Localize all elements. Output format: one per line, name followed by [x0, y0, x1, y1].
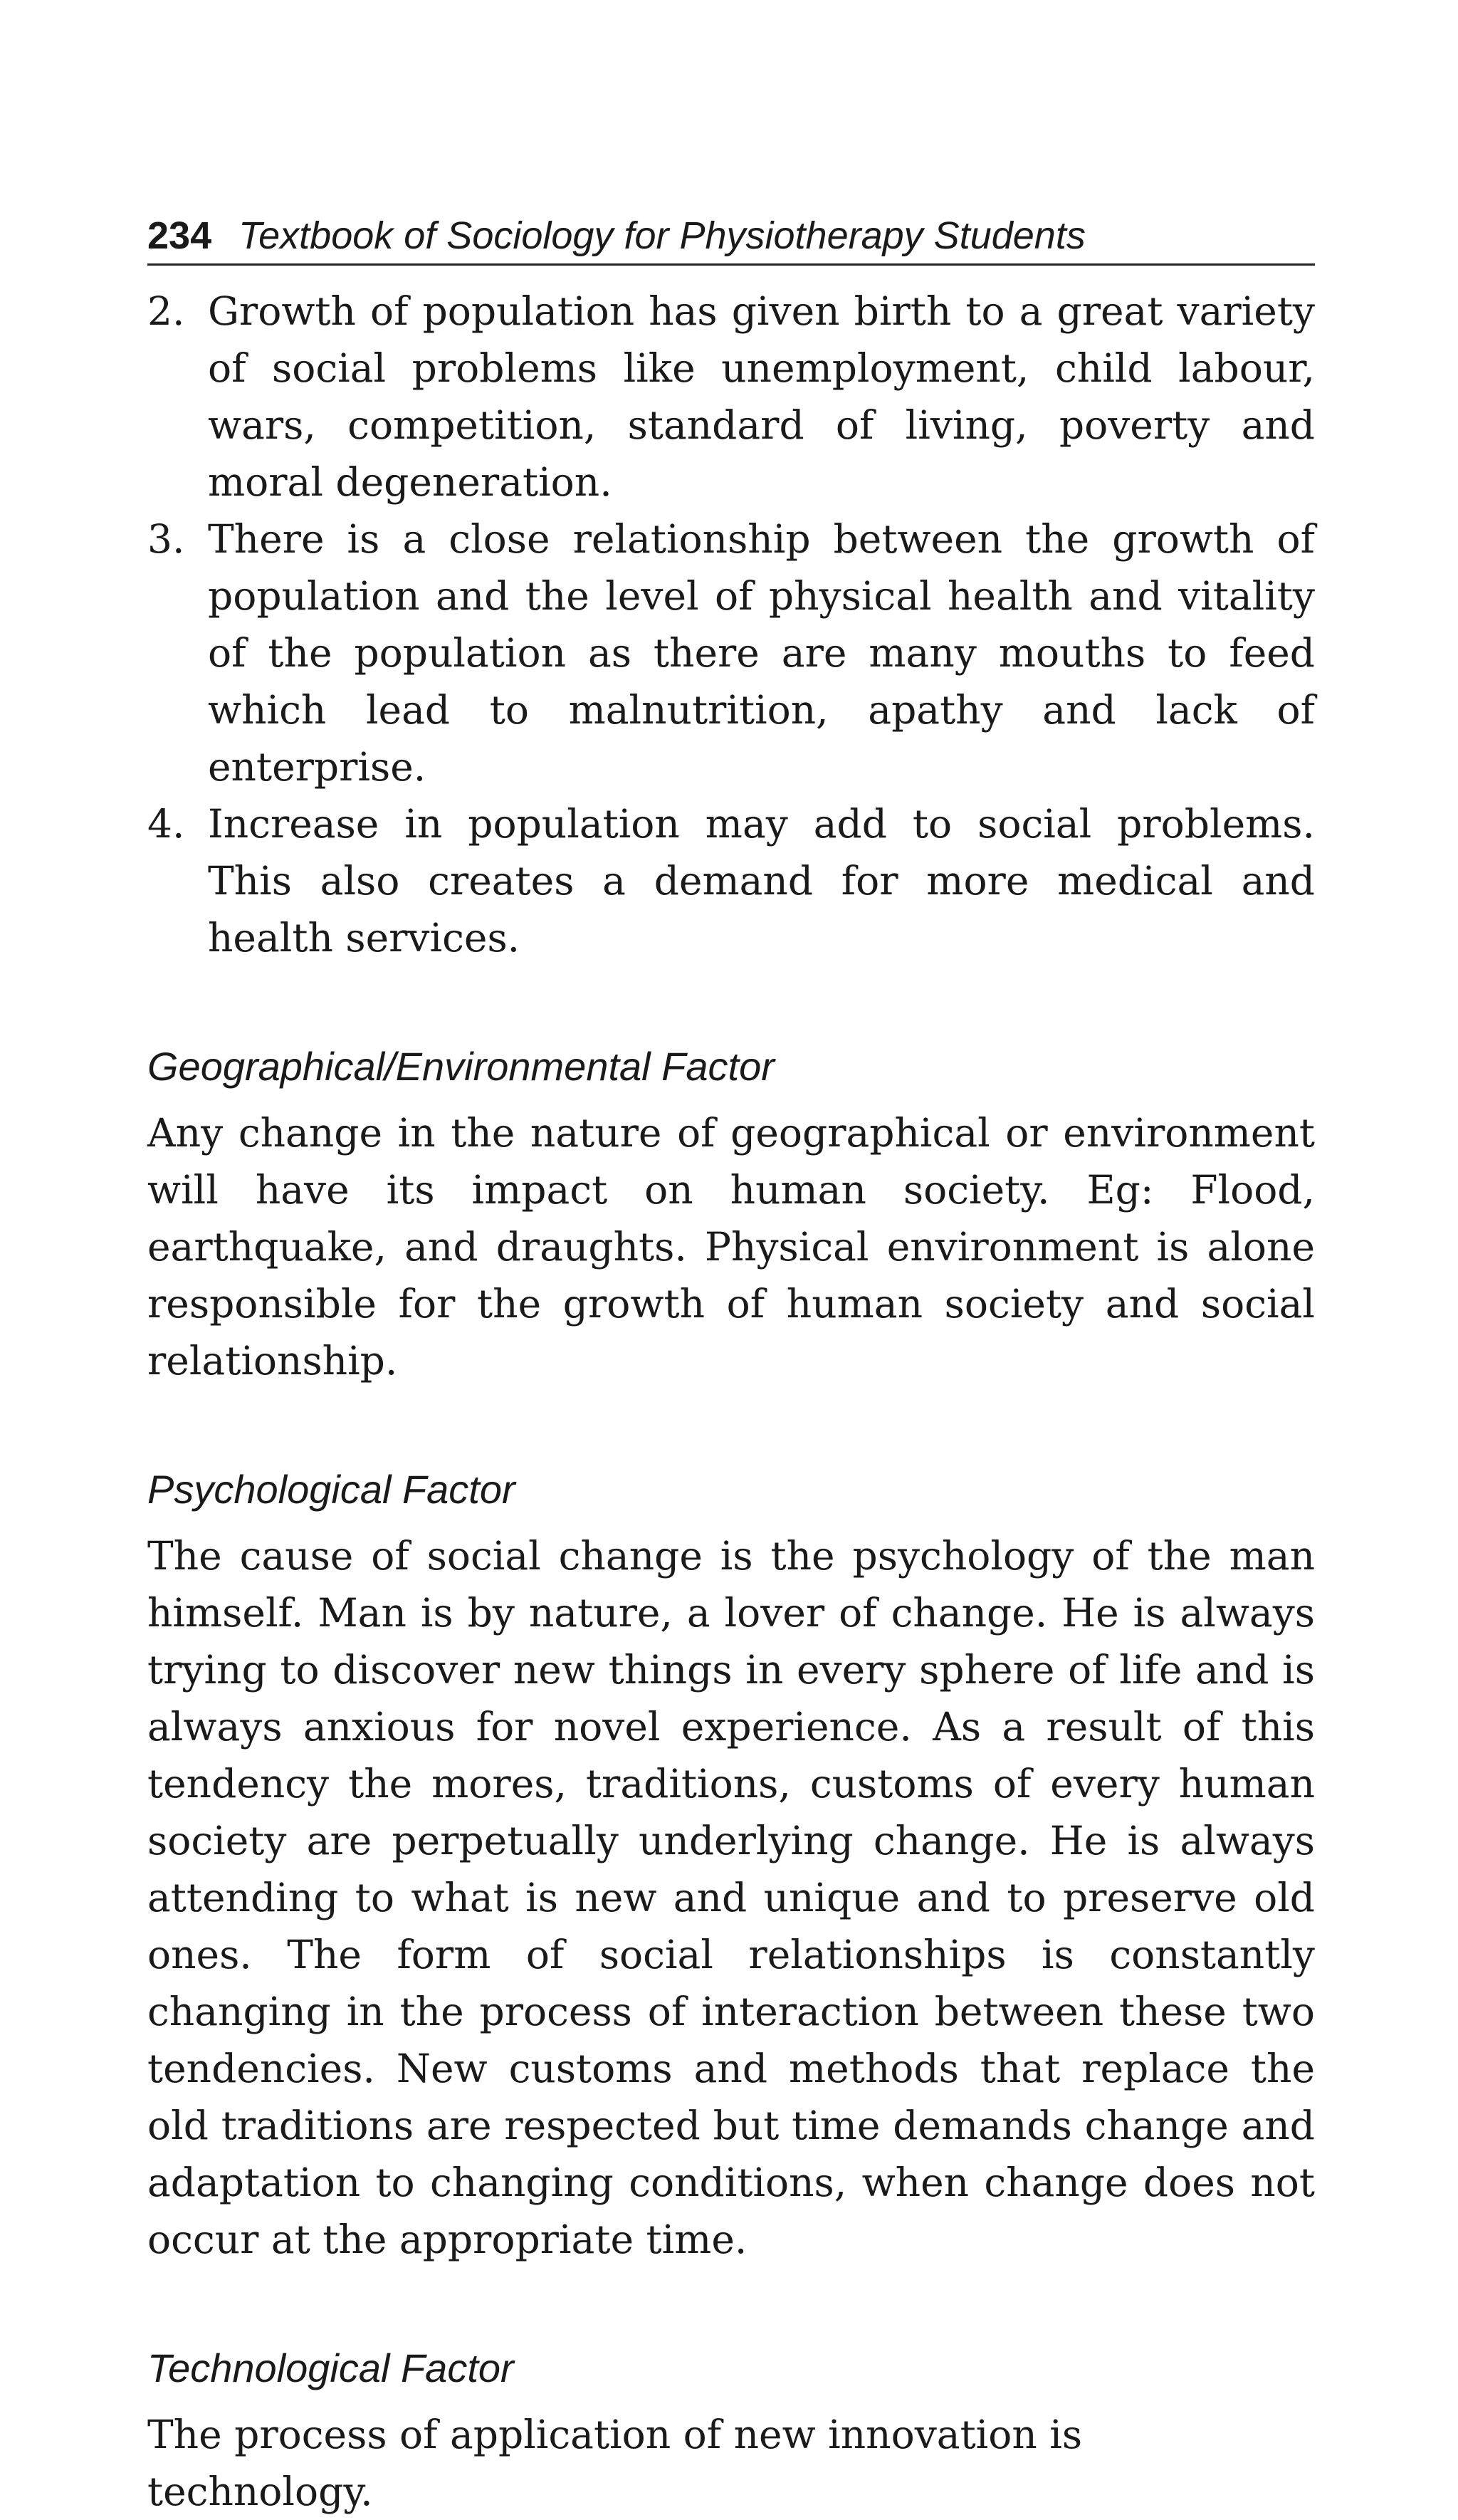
- section-paragraph: The cause of social change is the psychology of the man himself. Man is by nature, a lover of change. He is always trying to discover new things in every sphere of life and is always anxious for novel experience. As a result of this tendency the mores, traditions, customs of every human society are perpetually underlying change. He is always attending to what is new and unique and to preserve old ones. The form of social relationships is constantly changing in the process of interaction between these two tendencies. New customs and methods that replace the old traditions are respected but time demands change and adaptation to changing conditions, when change does not occur at the appropriate time.: [147, 1533, 1315, 2262]
- section-technological-factor: [147, 2343, 1315, 2520]
- section-heading: Technological Factor: [147, 2346, 514, 2390]
- section-heading: Geographical/Environmental Factor: [147, 1044, 775, 1089]
- list-item: [147, 511, 1315, 795]
- page-number: 234: [147, 214, 212, 257]
- section-paragraph: Any change in the nature of geographical or environment will have its impact on human society. Eg: Flood, earthquake, and draughts. Physical environment is alone responsible for the growth of human society and social relationship.: [147, 1110, 1315, 1384]
- list-item-text: Growth of population has given birth to a great variety of social problems like unemployment, child labour, wars, competition, standard of living, poverty and moral degeneration.: [208, 288, 1315, 505]
- list-item-text: Increase in population may add to social problems. This also creates a demand for more medical and health services.: [208, 801, 1315, 961]
- list-item-number: 2.: [147, 288, 185, 334]
- list-item: [147, 795, 1315, 966]
- list-item: [147, 283, 1315, 511]
- numbered-list: [147, 283, 1315, 966]
- running-header: [147, 214, 1315, 266]
- section-paragraph: The process of application of new innovation is technology.: [147, 2412, 1083, 2514]
- list-item-number: 3.: [147, 516, 185, 562]
- section-geographical-factor: [147, 1042, 1315, 1389]
- list-item-text: There is a close relationship between the growth of population and the level of physical health and vitality of the population as there are many mouths to feed which lead to malnutrition, apathy and lack of enterprise.: [208, 516, 1315, 790]
- book-title: Textbook of Sociology for Physiotherapy Students: [238, 214, 1086, 257]
- book-page: [147, 214, 1315, 2520]
- list-item-number: 4.: [147, 801, 185, 847]
- section-psychological-factor: [147, 1465, 1315, 2268]
- section-heading: Psychological Factor: [147, 1467, 515, 1512]
